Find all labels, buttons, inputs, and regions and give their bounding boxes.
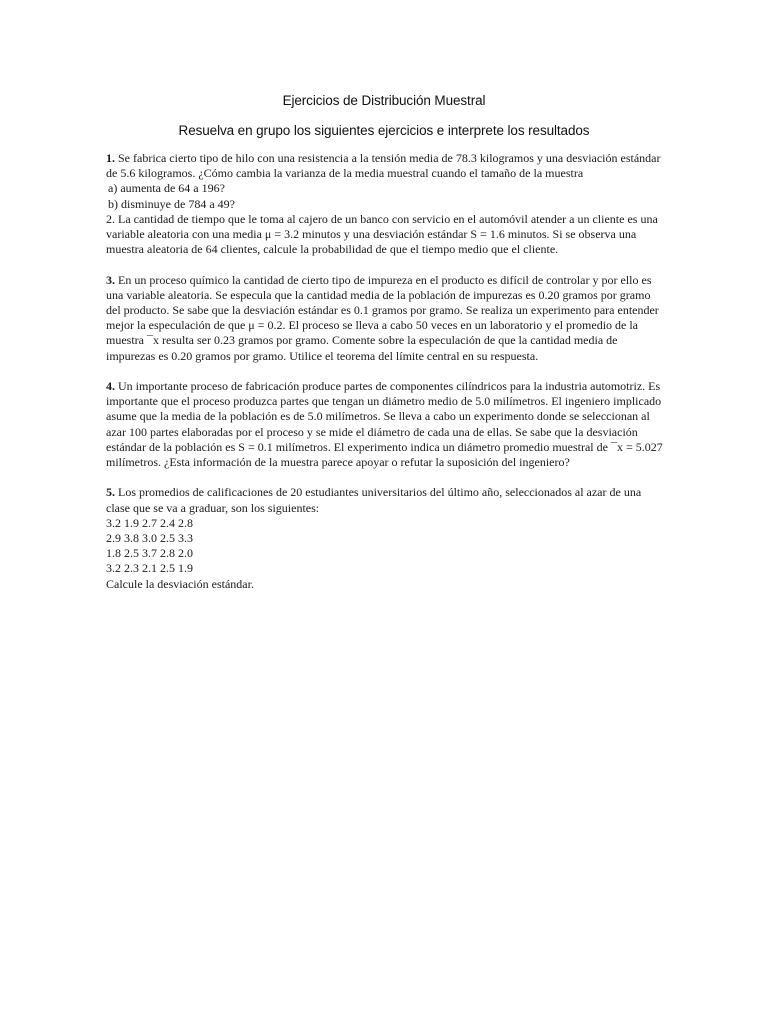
- paragraph-gap: [106, 470, 666, 485]
- document-subtitle: Resuelva en grupo los siguientes ejercicios e interprete los resultados: [178, 123, 590, 138]
- exercise-5-number: 5.: [106, 485, 115, 500]
- document-title: Ejercicios de Distribución Muestral: [282, 93, 486, 108]
- exercise-5-statement: Los promedios de calificaciones de 20 estudiantes universitarios del último año, seleccionados al azar de una clase que se va a graduar, son los siguientes:: [106, 485, 642, 515]
- exercise-4-number: 4.: [106, 379, 115, 394]
- data-row-2: 2.9 3.8 3.0 2.5 3.3: [106, 531, 193, 546]
- exercise-1-text: [106, 151, 666, 181]
- exercise-1-option-a: a) aumenta de 64 a 196?: [108, 181, 225, 196]
- paragraph-gap: [106, 257, 666, 272]
- exercise-5-closing: Calcule la desviación estándar.: [106, 576, 254, 591]
- data-row-3: 1.8 2.5 3.7 2.8 2.0: [106, 546, 193, 561]
- exercise-1-number: 1.: [106, 151, 115, 165]
- exercise-4-statement: Un importante proceso de fabricación produce partes de componentes cilíndricos para la industria automotriz. Es importante que el proceso produzca partes que tengan un diámetro medio de 5.0 milímetros. El ingeniero implicado asume que la media de la población es de 5.0 milímetros. Se lleva a cabo un experimento donde se seleccionan al azar 100 partes elaboradas por el proceso y se mide el diámetro de cada una de ellas. Se sabe que la desviación estándar de la población es S = 0.1 milímetros. El experimento indica un diámetro promedio muestral de ¯x = 5.027 milímetros. ¿Esta información de la muestra parece apoyar o refutar la suposición del ingeniero?: [106, 379, 663, 470]
- exercise-3-number: 3.: [106, 272, 115, 287]
- data-row-1: 3.2 1.9 2.7 2.4 2.8: [106, 515, 193, 530]
- paragraph-gap: [106, 364, 666, 379]
- exercise-5-text: [106, 485, 666, 515]
- data-row-4: 3.2 2.3 2.1 2.5 1.9: [106, 561, 193, 576]
- document-body: [106, 151, 666, 592]
- exercise-4-text: [106, 379, 666, 470]
- exercise-2-text: 2. La cantidad de tiempo que le toma al cajero de un banco con servicio en el automóvil atender a un cliente es una variable aleatoria con una media μ = 3.2 minutos y una desviación estándar S = 1.6 minutos. Si se observa una muestra aleatoria de 64 clientes, calcule la probabilidad de que el tiempo medio que el cliente.: [106, 211, 658, 257]
- exercise-1-statement: Se fabrica cierto tipo de hilo con una resistencia a la tensión media de 78.3 kilogramos y una desviación estándar de 5.6 kilogramos. ¿Cómo cambia la varianza de la media muestral cuando el tamaño de la muestra: [106, 151, 661, 181]
- exercise-3-statement: En un proceso químico la cantidad de cierto tipo de impureza en el producto es difícil de controlar y por ello es una variable aleatoria. Se especula que la cantidad media de la población de impurezas es 0.20 gramos por gramo del producto. Se sabe que la desviación estándar es 0.1 gramos por gramo. Se realiza un experimento para entender mejor la especulación de que μ = 0.2. El proceso se lleva a cabo 50 veces en un laboratorio y el promedio de la muestra ¯x resulta ser 0.23 gramos por gramo. Comente sobre la especulación de que la cantidad media de impurezas es 0.20 gramos por gramo. Utilice el teorema del límite central en su respuesta.: [106, 272, 659, 363]
- exercise-1-option-b: b) disminuye de 784 a 49?: [108, 196, 235, 211]
- exercise-3-text: [106, 273, 666, 364]
